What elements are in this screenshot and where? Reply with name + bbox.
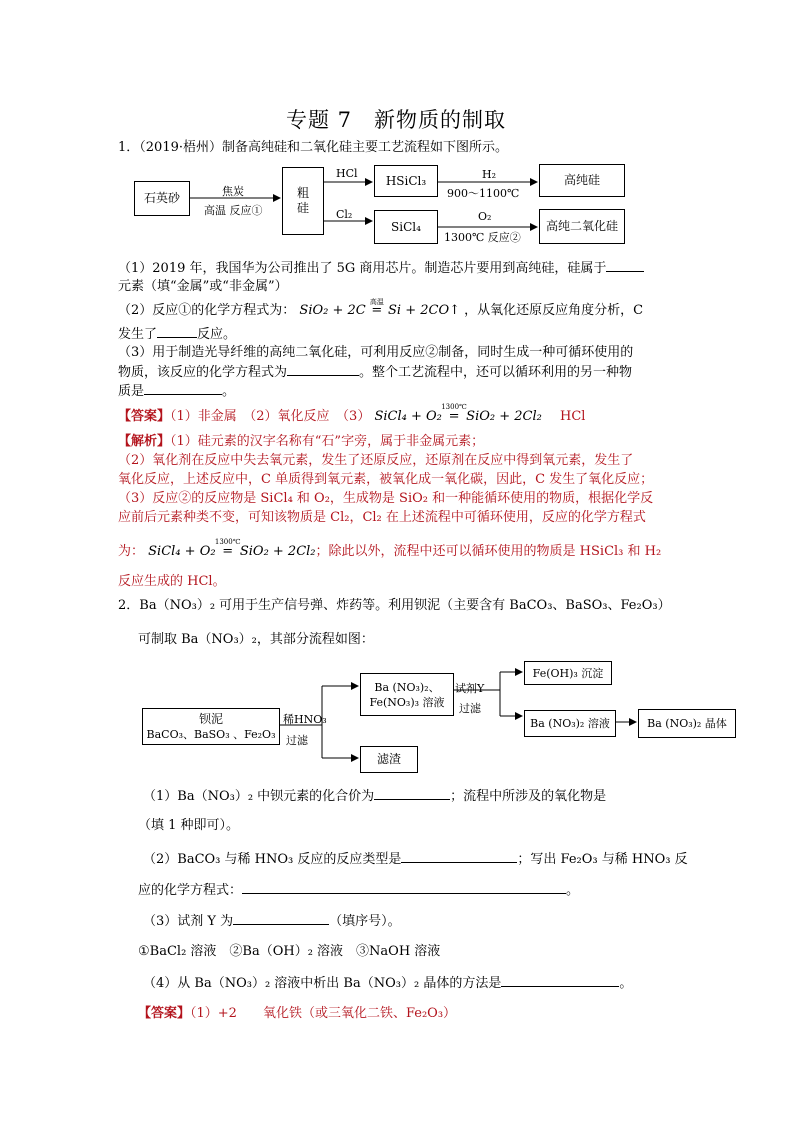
- q2-part1-text-b: ；流程中所涉及的氧化物是: [450, 789, 607, 804]
- box-nitrate-solution: Ba (NO₃)₂、 Fe(NO₃)₃ 溶液: [360, 673, 454, 716]
- q2-answer-blank-3[interactable]: [242, 881, 566, 894]
- q2-part3-line1: [143, 912, 401, 931]
- q1-part3-line1: （3）用于制造光导纤维的高纯二氧化硅，可利用反应②制备，同时生成一种可循环使用的: [118, 345, 634, 360]
- q2-part1-line2: （填 1 种即可）。: [138, 818, 240, 833]
- equation-1-condition: 高温: [369, 298, 384, 306]
- label-o2: O₂: [478, 210, 492, 223]
- q2-part1-line1: [143, 787, 606, 806]
- q2-part2-text-b: ；写出 Fe₂O₃ 与稀 HNO₃ 反: [517, 852, 688, 867]
- box-barium-nitrate-solution: Ba (NO₃)₂ 溶液: [524, 710, 616, 737]
- q1-stem: 1．（2019·梧州）制备高纯硅和二氧化硅主要工艺流程如下图所示。: [118, 140, 508, 155]
- q1-explanation-line2: （2）氧化剂在反应中失去氧元素，发生了还原反应，还原剂在反应中得到氧元素，发生了: [118, 453, 634, 468]
- box-ferric-hydroxide: Fe(OH)₃ 沉淀: [524, 661, 612, 685]
- box-barium-nitrate-crystal: Ba (NO₃)₂ 晶体: [638, 709, 736, 738]
- q1-explanation-line5: 应前后元素种类不变，可知该物质是 Cl₂，Cl₂ 在上述流程中可循环使用，反应的化学方程式: [118, 510, 646, 525]
- label-hcl: HCl: [336, 167, 358, 180]
- q1-explanation-line3: 氧化反应，上述反应中，C 单质得到氧元素，被氧化成一氧化碳，因此，C 发生了氧化反应；: [118, 472, 654, 487]
- q2-part3-options: ①BaCl₂ 溶液 ②Ba（OH）₂ 溶液 ③NaOH 溶液: [138, 944, 441, 959]
- q1-part1-line2: 元素（填“金属”或“非金属”）: [118, 279, 288, 294]
- answer-equation-condition: 1300℃: [441, 403, 467, 411]
- q1-part3-text-c: 。整个工艺流程中，还可以循环利用的另一种物: [359, 365, 633, 380]
- explanation-equation-sign: 1300℃ =: [220, 543, 236, 561]
- answer-equation-right: SiO₂ + 2Cl₂: [466, 409, 542, 424]
- q1-part2-text-c: 发生了: [118, 327, 158, 342]
- q1-part3-text-e: 。: [222, 384, 236, 399]
- q1-part2-text-d: 反应。: [197, 327, 237, 342]
- label-dilute-hno3: 稀HNO₃: [283, 713, 327, 726]
- q2-stem-line1: 2．Ba（NO₃）₂ 可用于生产信号弹、炸药等。利用钡泥（主要含有 BaCO₃、BaSO₃、Fe₂O₃）: [118, 598, 671, 613]
- equation-1-left: SiO₂ + 2C: [299, 303, 366, 318]
- q2-part4-text-a: （4）从 Ba（NO₃）₂ 溶液中析出 Ba（NO₃）₂ 晶体的方法是: [143, 976, 502, 991]
- explanation-equation-right: SiO₂ + 2Cl₂: [239, 544, 316, 559]
- explanation-equation-left: SiCl₄ + O₂: [148, 544, 216, 559]
- q2-part4-line1: [143, 974, 632, 993]
- label-coke: 焦炭: [222, 185, 244, 198]
- box-pure-silicon: 高纯硅: [539, 164, 625, 197]
- label-reaction2: 1300℃ 反应②: [444, 231, 521, 244]
- q2-answer-tag: 【答案】: [138, 1006, 191, 1021]
- explanation-equation-condition: 1300℃: [214, 538, 241, 546]
- q1-part2-text-b: ，从氧化还原反应角度分析，C: [464, 303, 644, 318]
- box-sicl4: SiCl₄: [374, 210, 438, 244]
- q2-part2-text-c: 应的化学方程式：: [138, 883, 243, 898]
- q2-stem-line2: 可制取 Ba（NO₃）₂，其部分流程如图：: [138, 632, 374, 647]
- q1-explanation-line4: （3）反应②的反应物是 SiCl₄ 和 O₂，生成物是 SiO₂ 和一种能循环使用的物质，根据化学反: [118, 491, 654, 506]
- label-reaction1: 高温 反应①: [204, 204, 263, 217]
- q1-part3-text-d: 质是: [118, 384, 145, 399]
- box-pure-silica: 高纯二氧化硅: [539, 209, 625, 244]
- box-quartz-sand: 石英砂: [134, 181, 190, 216]
- q2-answer-line: [138, 1005, 456, 1023]
- equation-1-right: Si + 2CO↑: [388, 303, 461, 318]
- q1-part1-text: （1）2019 年，我国华为公司推出了 5G 商用芯片。制造芯片要用到高纯硅，硅属于: [118, 261, 607, 276]
- box-barium-mud: [142, 708, 280, 745]
- q1-part3-text-b: 物质，该反应的化学方程式为: [118, 365, 288, 380]
- page-title: 专题 7 新物质的制取: [286, 108, 507, 132]
- equation-1-sign: 高温 =: [370, 302, 384, 320]
- q1-part2-text: （2）反应①的化学方程式为：: [118, 303, 296, 318]
- q1-explanation-pre: 为：: [118, 544, 145, 559]
- q1-answer-tag: 【答案】: [118, 409, 171, 424]
- answer-equation-sign: 1300℃ =: [446, 408, 462, 426]
- label-h2: H₂: [482, 168, 497, 181]
- label-filter-2: 过滤: [459, 702, 481, 715]
- q2-answer-blank-2[interactable]: [401, 850, 517, 863]
- q1-answer-text: （1）非金属 （2）氧化反应 （3）: [170, 409, 371, 424]
- q2-part2-text-d: 。: [566, 883, 580, 898]
- barium-mud-components: BaCO₃、BaSO₃ 、Fe₂O₃: [146, 727, 276, 741]
- q1-explanation-text-1: （1）硅元素的汉字名称有“石”字旁，属于非金属元素；: [170, 434, 485, 449]
- box-crude-silicon: 粗 硅: [282, 167, 324, 235]
- answer-equation-left: SiCl₄ + O₂: [374, 409, 442, 424]
- q2-part2-line1: [143, 850, 688, 869]
- label-filter-1: 过滤: [286, 734, 308, 747]
- q2-part3-text-b: （填序号）。: [329, 914, 401, 929]
- box-hsicl3: HSiCl₃: [374, 165, 438, 197]
- q1-answer-hcl: HCl: [560, 409, 586, 424]
- label-temperature: 900～1100℃: [447, 187, 520, 200]
- q2-answer-blank-4[interactable]: [233, 912, 329, 925]
- label-reagent-y: 试剂Y: [455, 682, 485, 695]
- q2-part2-text-a: （2）BaCO₃ 与稀 HNO₃ 反应的反应类型是: [143, 852, 402, 867]
- q2-part3-text-a: （3）试剂 Y 为: [143, 914, 234, 929]
- label-cl2: Cl₂: [336, 208, 353, 221]
- q2-part1-text-a: （1）Ba（NO₃）₂ 中钡元素的化合价为: [143, 789, 375, 804]
- box-filter-residue: 滤渣: [360, 746, 418, 773]
- q1-explanation-tag: 【解析】: [118, 434, 171, 449]
- q1-explanation-line7: 反应生成的 HCl。: [118, 574, 226, 589]
- q2-answer-blank-5[interactable]: [501, 974, 619, 987]
- q2-answer-text: （1）+2 氧化铁（或三氧化二铁、Fe₂O₃）: [190, 1006, 457, 1021]
- q2-answer-blank-1[interactable]: [374, 787, 450, 800]
- q2-part2-line2: [138, 881, 579, 900]
- barium-mud-title: 钡泥: [198, 711, 223, 726]
- q2-part4-text-b: 。: [619, 976, 633, 991]
- q1-explanation-post: ；除此以外，流程中还可以循环使用的物质是 HSiCl₃ 和 H₂: [315, 544, 662, 559]
